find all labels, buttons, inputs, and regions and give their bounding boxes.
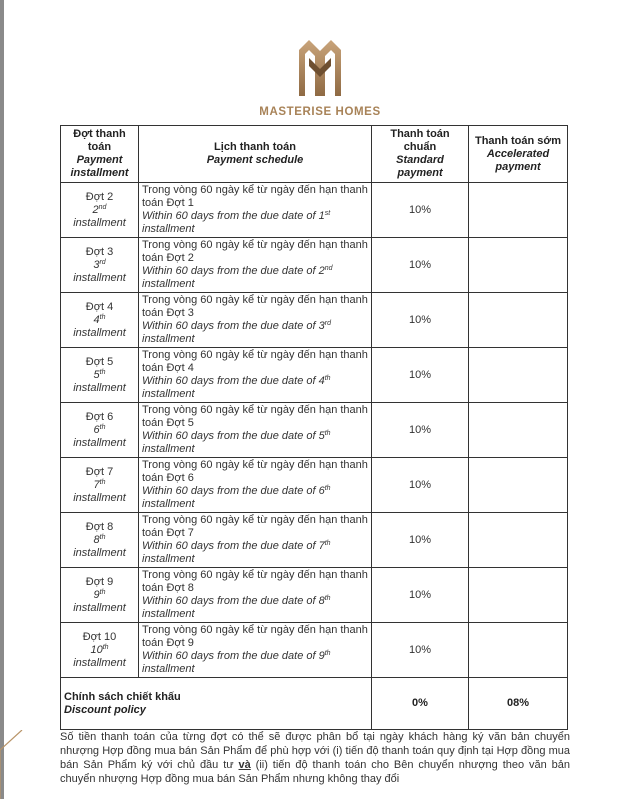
standard-payment-cell: 10% (372, 623, 469, 678)
schedule-cell: Trong vòng 60 ngày kể từ ngày đến hạn thanh toán Đợt 5 Within 60 days from the due date of 5th installment (139, 403, 372, 458)
header-payment-schedule: Lịch thanh toán Payment schedule (139, 126, 372, 183)
installment-cell: Đợt 6 6th installment (61, 403, 139, 458)
header-accelerated-payment: Thanh toán sớm Accelerated payment (469, 126, 568, 183)
discount-policy-row (61, 678, 568, 730)
standard-payment-cell: 10% (372, 238, 469, 293)
table-row (61, 348, 568, 403)
header-standard-payment: Thanh toán chuẩn Standard payment (372, 126, 469, 183)
table-row (61, 513, 568, 568)
installment-cell: Đợt 3 3rd installment (61, 238, 139, 293)
installment-cell: Đợt 10 10th installment (61, 623, 139, 678)
accelerated-payment-cell (469, 623, 568, 678)
brand-name: MASTERISE HOMES (259, 106, 381, 118)
accelerated-payment-cell (469, 238, 568, 293)
notes-paragraph: Số tiền thanh toán của từng đợt có thể sẽ được phân bổ tại ngày khách hàng ký văn bản chuyển nhượng Hợp đồng mua bán Sản Phẩm để phù hợp với (i) tiến độ thanh toán quy định tại Hợp đồng mua bán Sản Phẩm ký với chủ đầu tư và (ii) tiến độ thanh toán cho Bên chuyển nhượng theo văn bản chuyển nhượng Hợp đồng mua bán Sản Phẩm nhưng không thay đổi (60, 731, 570, 785)
standard-payment-cell: 10% (372, 293, 469, 348)
discount-standard-value: 0% (372, 678, 469, 730)
table-row (61, 458, 568, 513)
schedule-cell: Trong vòng 60 ngày kể từ ngày đến hạn thanh toán Đợt 8 Within 60 days from the due date of 8th installment (139, 568, 372, 623)
table-header-row (61, 126, 568, 183)
standard-payment-cell: 10% (372, 183, 469, 238)
schedule-cell: Trong vòng 60 ngày kể từ ngày đến hạn thanh toán Đợt 7 Within 60 days from the due date of 7th installment (139, 513, 372, 568)
discount-accelerated-value: 08% (469, 678, 568, 730)
payment-schedule-table (60, 125, 568, 730)
brand-logo (0, 36, 640, 118)
corner-decoration-icon (0, 730, 26, 799)
table-row (61, 238, 568, 293)
table-row (61, 293, 568, 348)
schedule-cell: Trong vòng 60 ngày kể từ ngày đến hạn thanh toán Đợt 4 Within 60 days from the due date of 4th installment (139, 348, 372, 403)
table-row (61, 568, 568, 623)
paragraph-emphasis: và (238, 759, 251, 771)
table-row (61, 183, 568, 238)
standard-payment-cell: 10% (372, 513, 469, 568)
accelerated-payment-cell (469, 293, 568, 348)
header-payment-installment: Đợt thanh toán Payment installment (61, 126, 139, 183)
accelerated-payment-cell (469, 348, 568, 403)
standard-payment-cell: 10% (372, 568, 469, 623)
accelerated-payment-cell (469, 568, 568, 623)
schedule-cell: Trong vòng 60 ngày kể từ ngày đến hạn thanh toán Đợt 1 Within 60 days from the due date of 1st installment (139, 183, 372, 238)
accelerated-payment-cell (469, 458, 568, 513)
schedule-cell: Trong vòng 60 ngày kể từ ngày đến hạn thanh toán Đợt 6 Within 60 days from the due date of 6th installment (139, 458, 372, 513)
accelerated-payment-cell (469, 183, 568, 238)
standard-payment-cell: 10% (372, 348, 469, 403)
installment-cell: Đợt 9 9th installment (61, 568, 139, 623)
installment-cell: Đợt 5 5th installment (61, 348, 139, 403)
table-row (61, 403, 568, 458)
schedule-cell: Trong vòng 60 ngày kể từ ngày đến hạn thanh toán Đợt 2 Within 60 days from the due date of 2nd installment (139, 238, 372, 293)
masterise-monogram-icon (295, 36, 345, 98)
discount-policy-label: Chính sách chiết khấu Discount policy (61, 678, 372, 730)
standard-payment-cell: 10% (372, 403, 469, 458)
standard-payment-cell: 10% (372, 458, 469, 513)
schedule-cell: Trong vòng 60 ngày kể từ ngày đến hạn thanh toán Đợt 3 Within 60 days from the due date of 3rd installment (139, 293, 372, 348)
accelerated-payment-cell (469, 403, 568, 458)
table-row (61, 623, 568, 678)
installment-cell: Đợt 7 7th installment (61, 458, 139, 513)
installment-cell: Đợt 2 2nd installment (61, 183, 139, 238)
installment-cell: Đợt 4 4th installment (61, 293, 139, 348)
page-left-border (0, 0, 4, 799)
schedule-cell: Trong vòng 60 ngày kể từ ngày đến hạn thanh toán Đợt 9 Within 60 days from the due date of 9th installment (139, 623, 372, 678)
installment-cell: Đợt 8 8th installment (61, 513, 139, 568)
accelerated-payment-cell (469, 513, 568, 568)
